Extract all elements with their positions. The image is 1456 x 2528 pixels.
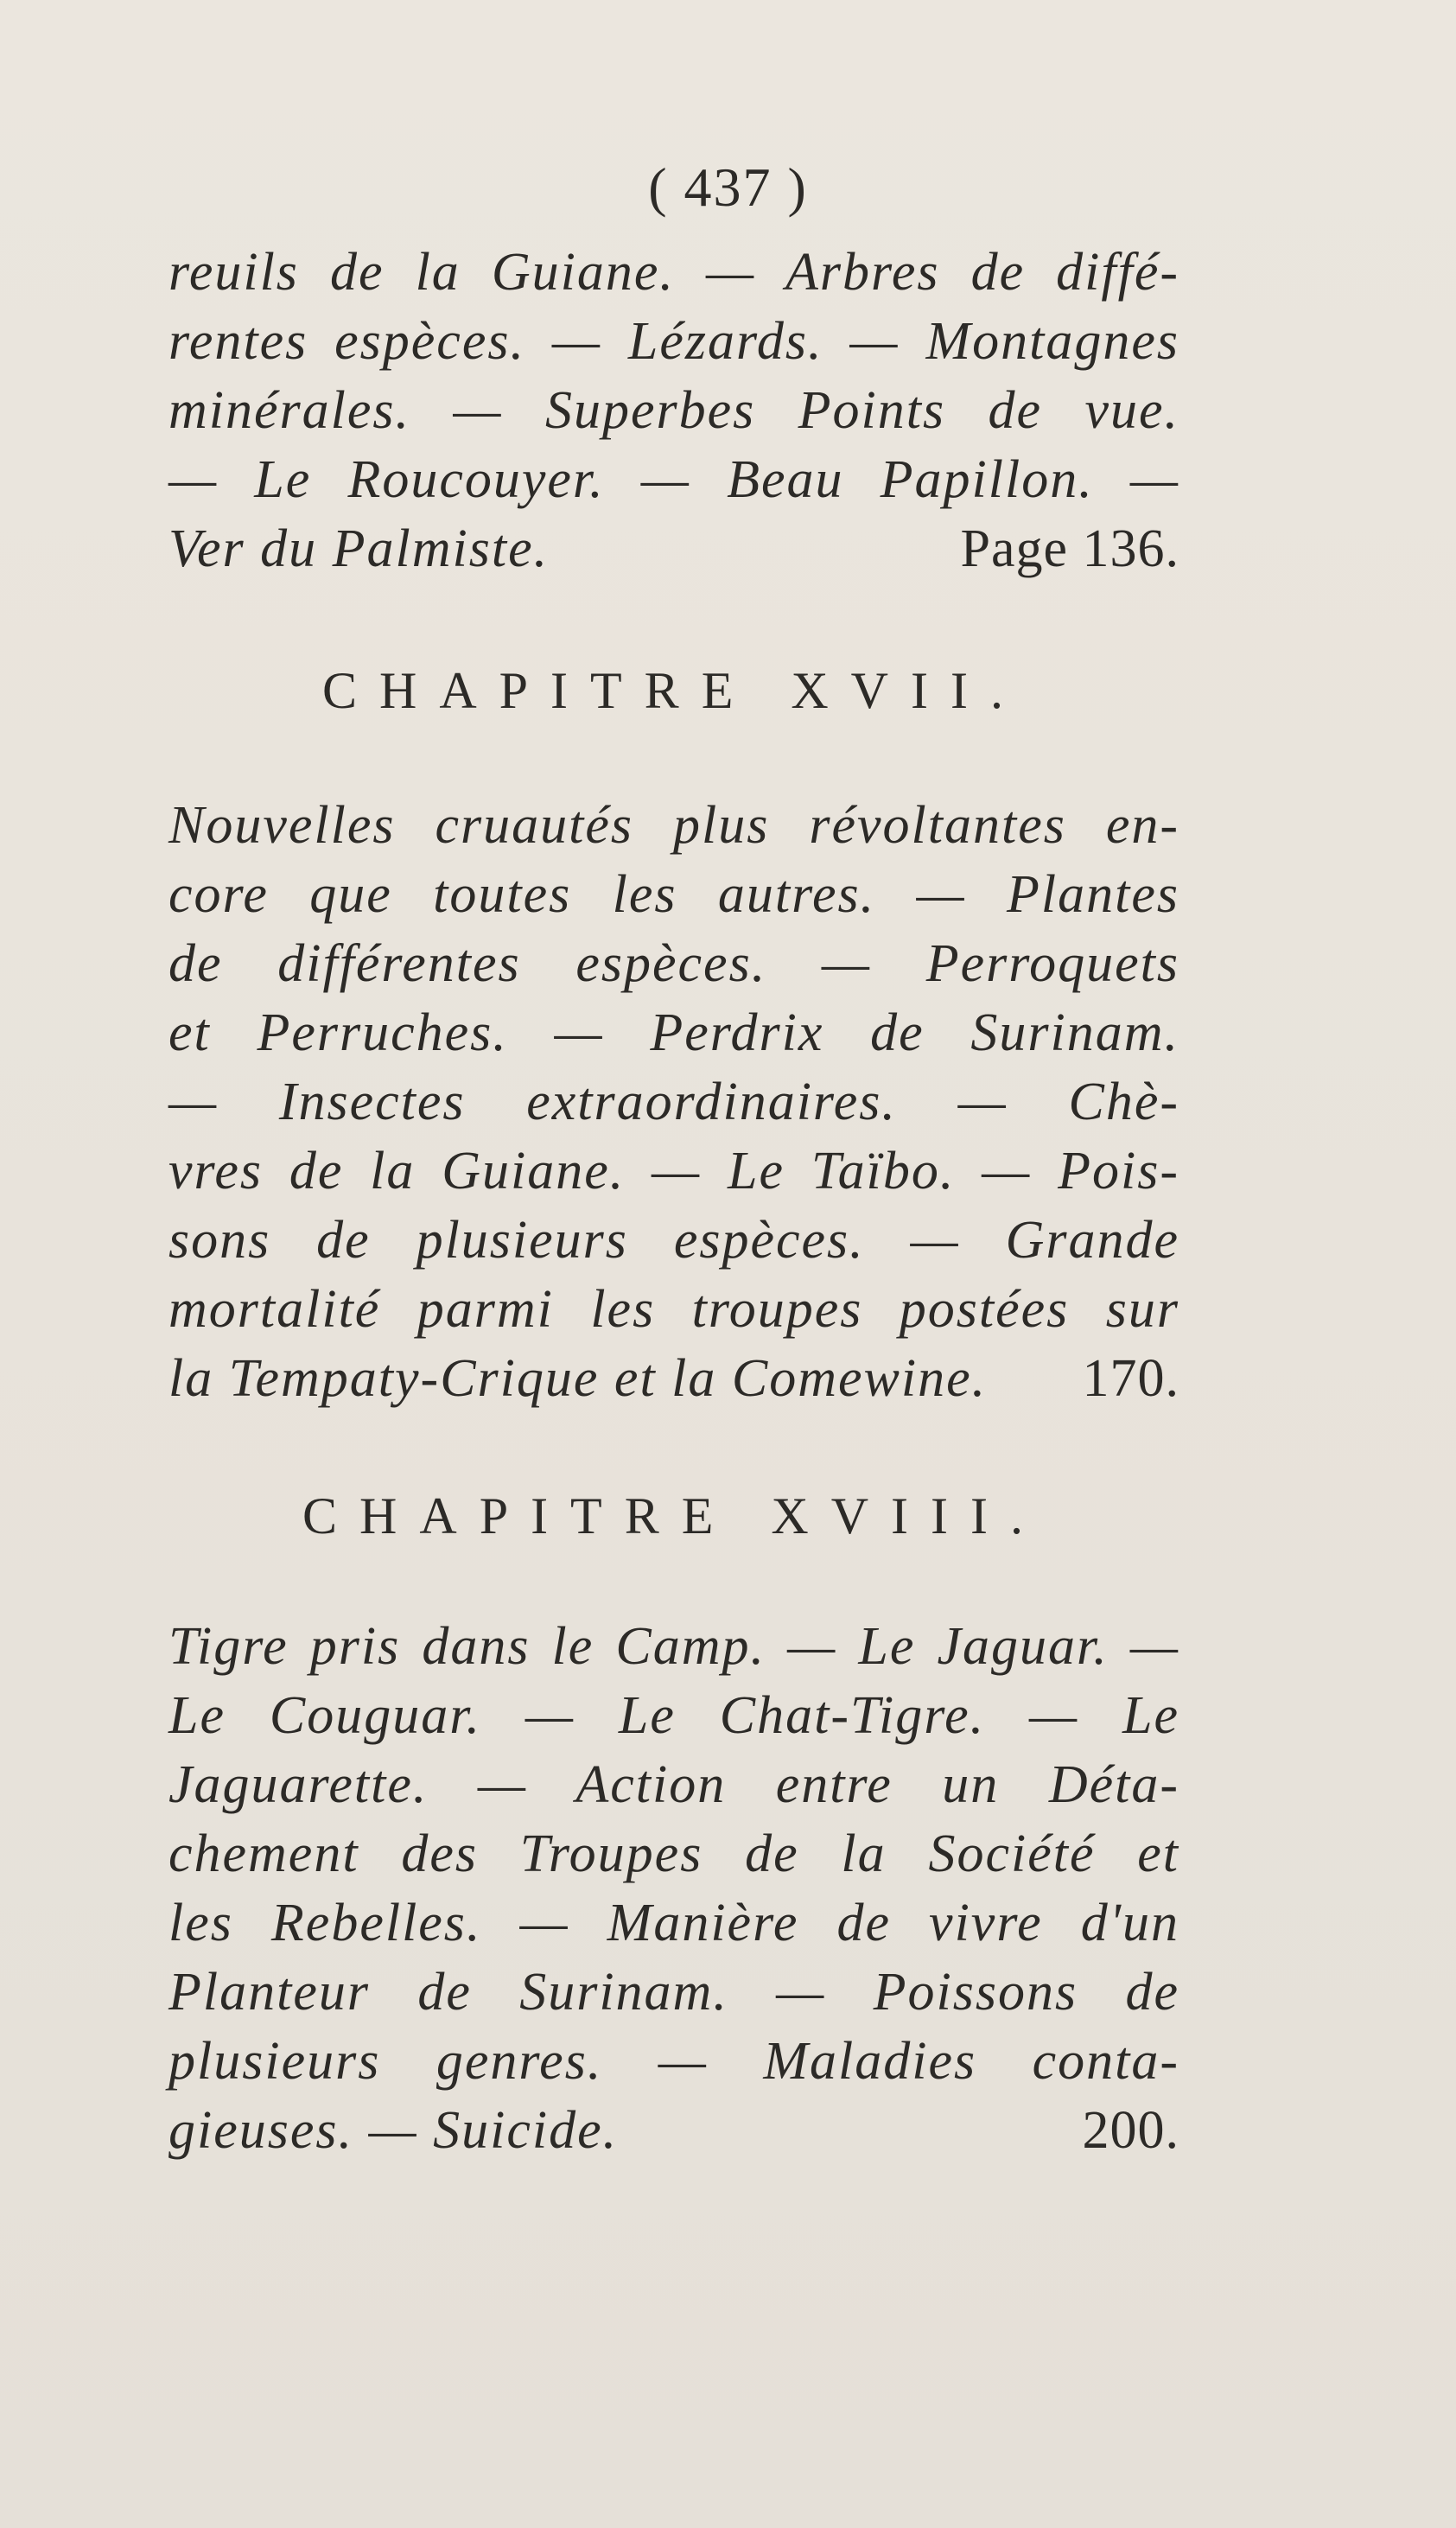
toc-line-last [168, 1344, 1179, 1413]
toc-line: et Perruches. — Perdrix de Surinam. [168, 1003, 1179, 1062]
toc-line: de différentes espèces. — Perroquets [168, 934, 1179, 993]
toc-line-text: la Tempaty-Crique et la Comewine. [168, 1349, 988, 1408]
toc-line: reuils de la Guiane. — Arbres de diffé- [168, 243, 1179, 302]
toc-line: Nouvelles cruautés plus révoltantes en- [168, 796, 1179, 855]
toc-line-text: gieuses. — Suicide. [168, 2101, 619, 2160]
page-number: ( 437 ) [648, 156, 808, 218]
toc-line: les Rebelles. — Manière de vivre d'un [168, 1894, 1179, 1952]
toc-entry-chapter-18 [168, 1612, 1179, 2165]
toc-line: — Insectes extraordinaires. — Chè- [168, 1073, 1179, 1131]
toc-line: Le Couguar. — Le Chat-Tigre. — Le [168, 1686, 1179, 1745]
page-reference: 200. [1082, 2101, 1179, 2160]
toc-line-last [168, 514, 1179, 583]
toc-line: Planteur de Surinam. — Poissons de [168, 1963, 1179, 2022]
toc-line: Tigre pris dans le Camp. — Le Jaguar. — [168, 1617, 1179, 1676]
page-reference: Page 136. [960, 519, 1179, 578]
toc-line-text: Ver du Palmiste. [168, 519, 550, 578]
toc-entry-continued [168, 238, 1179, 583]
toc-line-last [168, 2096, 1179, 2165]
toc-entry-chapter-17 [168, 791, 1179, 1413]
toc-line: rentes espèces. — Lézards. — Montagnes [168, 312, 1179, 371]
toc-line: mortalité parmi les troupes postées sur [168, 1280, 1179, 1339]
page-reference: 170. [1082, 1349, 1179, 1408]
chapter-heading: CHAPITRE XVII. [322, 662, 1026, 719]
toc-line: — Le Roucouyer. — Beau Papillon. — [168, 450, 1179, 509]
toc-line: Jaguarette. — Action entre un Déta- [168, 1755, 1179, 1814]
toc-line: vres de la Guiane. — Le Taïbo. — Pois- [168, 1142, 1179, 1200]
toc-line: chement des Troupes de la Société et [168, 1824, 1179, 1883]
toc-line: plusieurs genres. — Maladies conta- [168, 2032, 1179, 2091]
toc-line: core que toutes les autres. — Plantes [168, 865, 1179, 924]
toc-line: sons de plusieurs espèces. — Grande [168, 1211, 1179, 1270]
toc-line: minérales. — Superbes Points de vue. [168, 381, 1179, 440]
chapter-heading: CHAPITRE XVIII. [302, 1487, 1046, 1544]
